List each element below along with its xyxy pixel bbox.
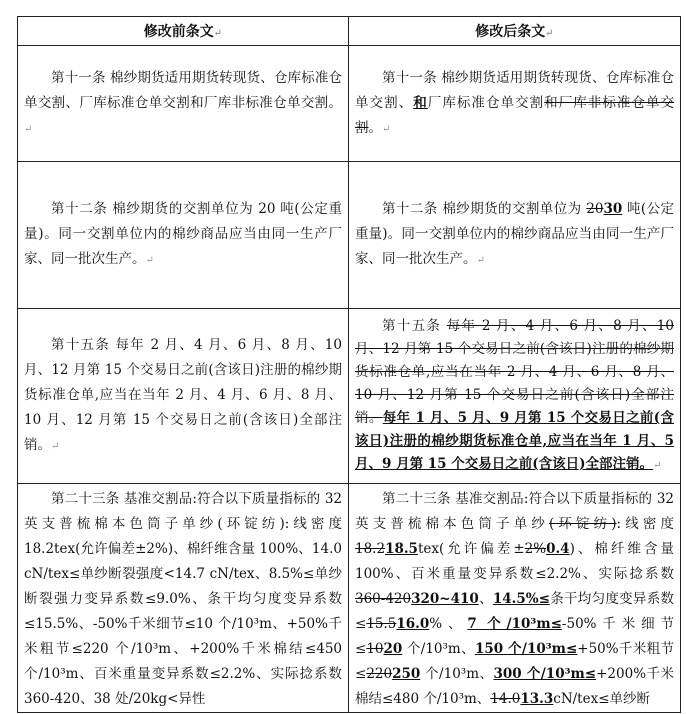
row3-before: 第十五条 每年 2 月、4 月、6 月、8 月、10 月、12 月第 15 个交易日之前(含该日)注册的棉纱期货标准仓单,应当在当年 2 月、4 月、6 月、8 月、10 月、12 月第 15 个交易日之前(含该日)全部注销。↵ [18, 309, 349, 484]
row2-before: 第十二条 棉纱期货的交割单位为 20 吨(公定重量)。同一交割单位内的棉纱商品应当由同一生产厂家、同一批次生产。↵ [18, 162, 349, 309]
row4-after: 第二十三条 基准交割品:符合以下质量指标的 32 英支普梳棉本色筒子单纱(环锭纺):线密度 18.218.5tex(允许偏差±2%0.4)、棉纤维含量 100%、百米重量变异系数≤2.2%、实际捻系数 360-420320~410、14.5%≤条干均匀度变异系数≤15.516.0%、7 个/10³m≤-50%千米细节≤1020 个/10³m、150 个/10³m≤+50%千米粗节≤220250 个/10³m、300 个/10³m≤+200%千米棉结≤480 个/10³m、14.013.3cN/tex≤单纱断 [349, 484, 681, 713]
header-before: 修改前条文↵ [18, 17, 349, 46]
row2-after: 第十二条 棉纱期货的交割单位为 2030 吨(公定重量)。同一交割单位内的棉纱商品应当由同一生产厂家、同一批次生产。↵ [349, 162, 681, 309]
row1-after: 第十一条 棉纱期货适用期货转现货、仓库标准仓单交割、和厂库标准仓单交割和厂库非标准仓单交割。↵ [349, 46, 681, 162]
row3-after: 第十五条 每年 2 月、4 月、6 月、8 月、10 月、12 月第 15 个交易日之前(含该日)注册的棉纱期货标准仓单,应当在当年 2 月、4 月、6 月、8 月、10 月、12 月第 15 个交易日之前(含该日)全部注销。每年 1 月、5 月、9 月第 15 个交易日之前(含该日)注册的棉纱期货标准仓单,应当在当年 1 月、5 月、9 月第 15 个交易日之前(含该日)全部注销。↵ [349, 309, 681, 484]
row4-before: 第二十三条 基准交割品:符合以下质量指标的 32 英支普梳棉本色筒子单纱(环锭纺):线密度 18.2tex(允许偏差±2%)、棉纤维含量 100%、14.0 cN/tex≤单纱断裂强度<14.7 cN/tex、8.5%≤单纱断裂强力变异系数≤9.0%、条干均匀度变异系数≤15.5%、-50%千米细节≤10 个/10³m、+50%千米粗节≤220 个/10³m、+200%千米棉结≤450 个/10³m、百米重量变异系数≤2.2%、实际捻系数 360-420、38 处/20kg<异性 [18, 484, 349, 713]
header-after: 修改后条文↵ [349, 17, 681, 46]
comparison-table [17, 16, 681, 713]
row1-before: 第十一条 棉纱期货适用期货转现货、仓库标准仓单交割、厂库标准仓单交割和厂库非标准仓单交割。↵ [18, 46, 349, 162]
